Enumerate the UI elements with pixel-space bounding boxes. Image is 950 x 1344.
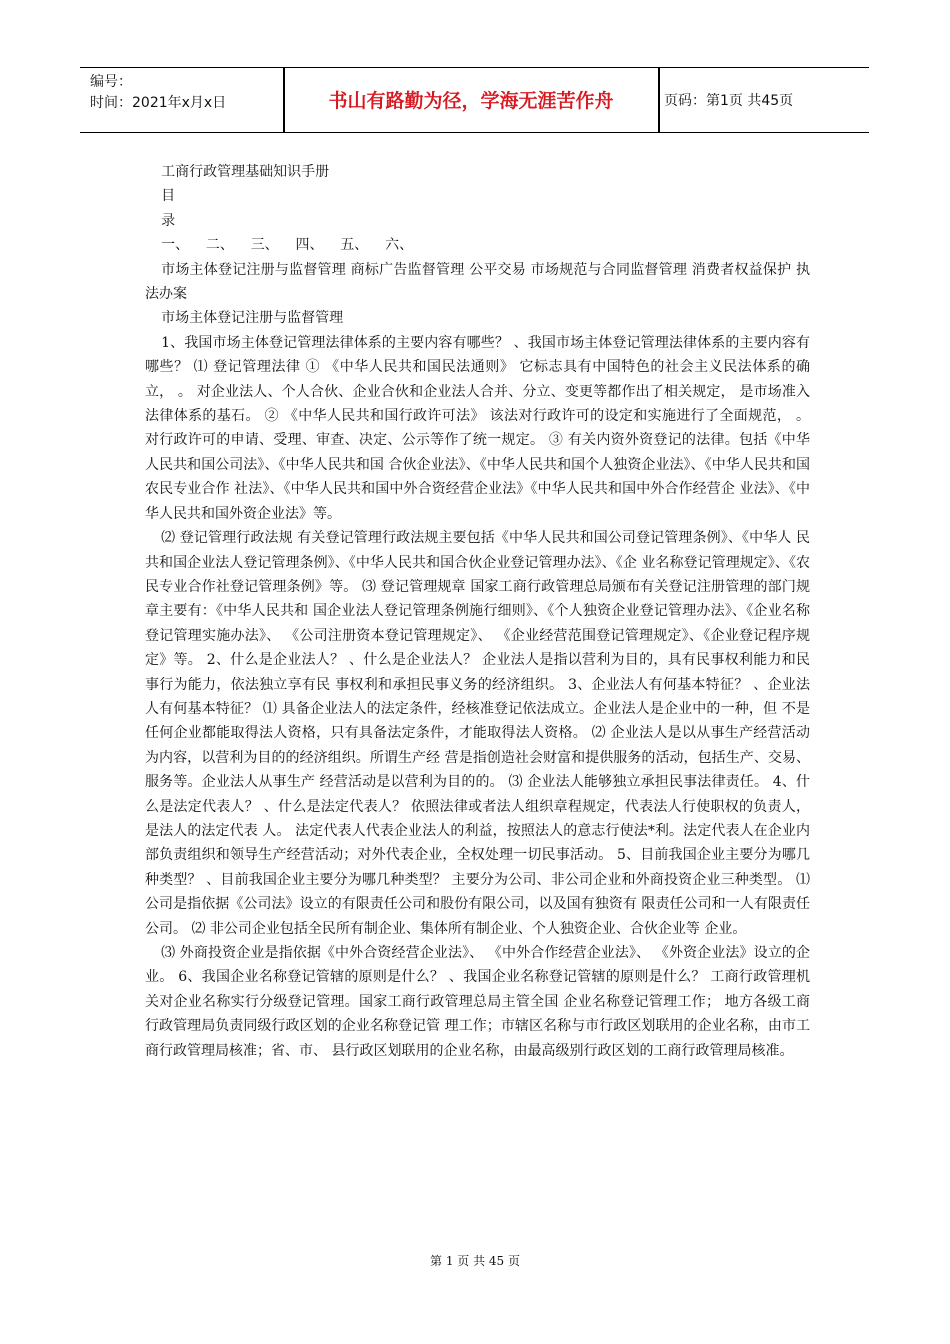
toc-heading-2: 录 (161, 212, 176, 229)
toc-numeral: 二、 (205, 237, 234, 254)
toc-chapters: 市场主体登记注册与监督管理 商标广告监督管理 公平交易 市场规范与合同监督管理 消费者权益保护 执法办案 (145, 261, 810, 303)
number-label: 编号： (90, 74, 132, 90)
body-paragraph: 1、我国市场主体登记管理法律体系的主要内容有哪些？ 、我国市场主体登记管理法律体系的主要内容有哪些？ ⑴ 登记管理法律 ① 《中华人民共和国民法通则》 它标志具有中国特色的社会主义民法体系的确立， 。 对企业法人、个人合伙、企业合伙和企业法人合并、分立、变更等都作出了相关规定， 是市场准入法律体系的基石。 ② 《中华人民共和国行政许可法》 该法对行政许可的设定和实施进行了全面规范， 。 对行政许可的申请、受理、审查、决定、公示等作了统一规定。 ③ 有关内资外资登记的法律。包括《中华人民共和国公司法》、《中华人民共和国 合伙企业法》、《中华人民共和国个人独资企业法》、《中华人民共和国农民专业合作 社法》、《中华人民共和国中外合资经营企业法》《中华人民共和国中外合作经营企 业法》、《中华人民共和国外资企业法》等。 (145, 334, 810, 522)
header-divider (658, 68, 660, 132)
body-paragraph: ⑶ 外商投资企业是指依据《中外合资经营企业法》、 《中外合作经营企业法》、 《外资企业法》设立的企业。 6、我国企业名称登记管辖的原则是什么？ 、我国企业名称登记管辖的原则是什么？ 工商行政管理机关对企业名称实行分级登记管理。国家工商行政管理总局主管全国 企业名称登记管理工作； 地方各级工商行政管理局负责同级行政区划的企业名称登记管 理工作；市辖区名称与市行政区划联用的企业名称，由市工商行政管理局核准；省、市、 县行政区划联用的企业名称，由最高级别行政区划的工商行政管理局核准。 (145, 945, 810, 1059)
document-body (145, 160, 810, 1063)
toc-numeral: 三、 (250, 237, 279, 254)
header-meta (90, 72, 226, 114)
page-footer: 第 1 页 共 45 页 (430, 1254, 520, 1268)
toc-numeral: 四、 (295, 237, 324, 254)
toc-numeral: 六、 (385, 237, 414, 254)
body-paragraph: ⑵ 登记管理行政法规 有关登记管理行政法规主要包括《中华人民共和国公司登记管理条例》、《中华人 民共和国企业法人登记管理条例》、《中华人民共和国合伙企业登记管理办法》、《企 业名称登记管理规定》、《农民专业合作社登记管理条例》等。 ⑶ 登记管理规章 国家工商行政管理总局颁布有关登记注册管理的部门规章主要有：《中华人民共和 国企业法人登记管理条例施行细则》、《个人独资企业登记管理办法》、《企业名称登记管理实施办法》、 《公司注册资本登记管理规定》、 《企业经营范围登记管理规定》、《企业登记程序规定》等。 2、什么是企业法人？ 、什么是企业法人？ 企业法人是指以营利为目的，具有民事权利能力和民事行为能力，依法独立享有民 事权利和承担民事义务的经济组织。 3、企业法人有何基本特征？ 、企业法人有何基本特征？ ⑴ 具备企业法人的法定条件，经核准登记依法成立。企业法人是企业中的一种，但 不是任何企业都能取得法人资格，只有具备法定条件，才能取得法人资格。 ⑵ 企业法人是以从事生产经营活动为内容，以营利为目的的经济组织。所谓生产经 营是指创造社会财富和提供服务的活动，包括生产、交易、服务等。企业法人从事生产 经营活动是以营利为目的的。 ⑶ 企业法人能够独立承担民事法律责任。 4、什么是法定代表人？ 、什么是法定代表人？ 依照法律或者法人组织章程规定，代表法人行使职权的负责人，是法人的法定代表 人。 法定代表人代表企业法人的利益，按照法人的意志行使法*利。法定代表人在企业内 部负责组织和领导生产经营活动；对外代表企业，全权处理一切民事活动。 5、目前我国企业主要分为哪几种类型？ 、目前我国企业主要分为哪几种类型？ 主要分为公司、非公司企业和外商投资企业三种类型。 ⑴ 公司是指依据《公司法》设立的有限责任公司和股份有限公司，以及国有独资有 限责任公司和一人有限责任公司。 ⑵ 非公司企业包括全民所有制企业、集体所有制企业、个人独资企业、合伙企业等 企业。 (145, 530, 810, 937)
header-page-info: 页码：第1页 共45页 (664, 92, 794, 109)
toc-numeral: 五、 (340, 237, 369, 254)
toc-heading-1: 目 (161, 188, 176, 205)
toc-numerals (145, 233, 810, 257)
document-title: 工商行政管理基础知识手册 (161, 164, 330, 180)
time-label: 时间：2021年x月x日 (90, 95, 227, 111)
page-header (80, 67, 869, 133)
section-heading: 市场主体登记注册与监督管理 (161, 310, 344, 327)
header-motto: 书山有路勤为径，学海无涯苦作舟 (328, 90, 614, 112)
toc-numeral: 一、 (161, 237, 190, 254)
